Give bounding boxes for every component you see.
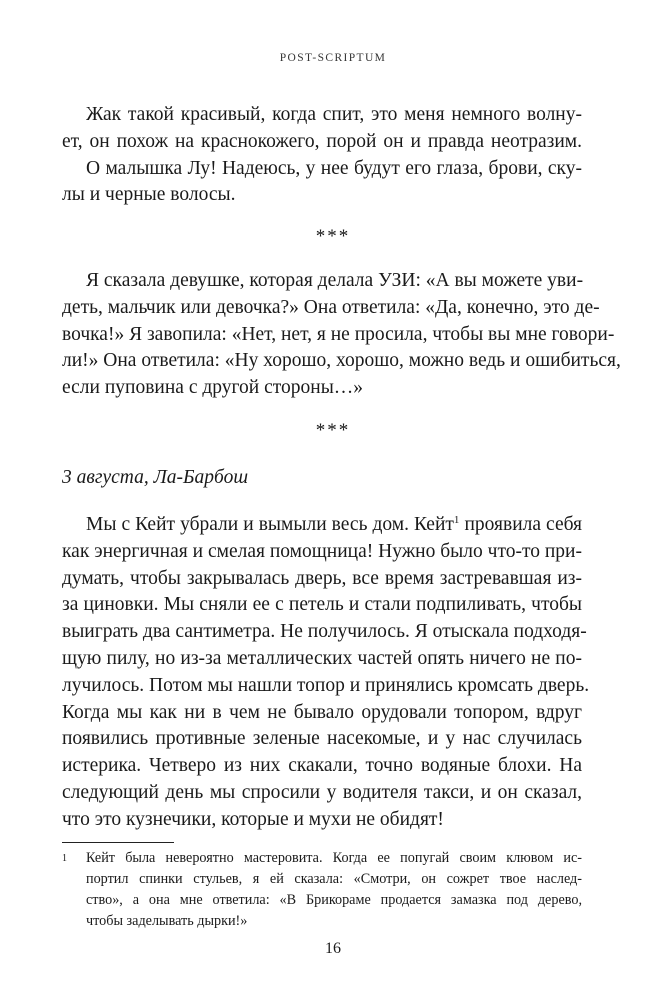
line-text: Мы с Кейт убрали и вымыли весь дом. Кейт <box>86 514 454 535</box>
paragraph-kate <box>62 512 590 834</box>
footnote-marker: 1 <box>62 853 67 864</box>
paragraph-line <box>62 512 582 539</box>
paragraph-line: щую пилу, но из-за металлических частей опять ничего не по- <box>62 647 582 669</box>
footnote-line: портил спинки стульев, я ей сказала: «Смотри, он сожрет твое наслед- <box>86 871 582 887</box>
paragraph-line: Жак такой красивый, когда спит, это меня немного волну- <box>86 104 582 125</box>
paragraph-line: за циновки. Мы сняли ее с петель и стали подпиливать, чтобы <box>62 594 582 616</box>
footnote-line: чтобы заделывать дырки!» <box>86 913 248 929</box>
page-number: 16 <box>325 940 341 957</box>
paragraph-line: вочка!» Я завопила: «Нет, нет, я не просила, чтобы вы мне говори- <box>62 323 615 345</box>
paragraph-line: ет, он похож на краснокожего, порой он и правда неотразим. <box>62 130 582 152</box>
footnote-text <box>86 848 582 932</box>
paragraph-line: Когда мы как ни в чем не бывало орудовали топором, вдруг <box>62 701 582 723</box>
paragraph-line: ли!» Она ответила: «Ну хорошо, хорошо, можно ведь и ошибиться, <box>62 350 621 372</box>
section-separator: *** <box>315 420 351 441</box>
paragraph-line: деть, мальчик или девочка?» Она ответила: «Да, конечно, это де- <box>62 296 600 318</box>
paragraph-line: выиграть два сантиметра. Не получилось. Я отыскала подходя- <box>62 621 587 643</box>
section-separator: *** <box>315 226 351 247</box>
footnote-line: Кейт была невероятно мастеровита. Когда ее попугай своим клювом ис- <box>86 850 582 866</box>
paragraph-line: лы и черные волосы. <box>62 184 236 206</box>
paragraph-line: появились противные зеленые насекомые, и у нас случилась <box>62 728 582 750</box>
date-heading: 3 августа, Ла-Барбош <box>62 467 249 488</box>
paragraph-line: думать, чтобы закрывалась дверь, все время застревавшая из- <box>62 567 582 589</box>
paragraph-line: как энергичная и смелая помощница! Нужно было что-то при- <box>62 540 582 562</box>
footnote-reference[interactable]: 1 <box>453 514 460 526</box>
running-head: POST-SCRIPTUM <box>279 52 387 64</box>
paragraph-line: что это кузнечики, которые и мухи не обидят! <box>62 808 444 830</box>
paragraph-line: О малышка Лу! Надеюсь, у нее будут его глаза, брови, ску- <box>86 157 582 179</box>
paragraph-line: лучилось. Потом мы нашли топор и принялись кромсать дверь. <box>62 674 590 696</box>
footnote-rule <box>62 842 174 843</box>
paragraph-line: если пуповина с другой стороны…» <box>62 377 364 399</box>
paragraph-line: следующий день мы спросили у водителя такси, и он сказал, <box>62 781 582 803</box>
paragraph-line: Я сказала девушке, которая делала УЗИ: «А вы можете уви- <box>86 270 584 291</box>
footnote-line: ство», а она мне ответила: «В Брикораме продается замазка под дерево, <box>86 892 582 908</box>
paragraph-line: истерика. Четверо из них скакали, точно водяные блохи. На <box>62 755 582 777</box>
line-text: проявила себя <box>459 514 583 535</box>
paragraph-jacques <box>62 102 582 209</box>
paragraph-ultrasound <box>62 268 621 402</box>
